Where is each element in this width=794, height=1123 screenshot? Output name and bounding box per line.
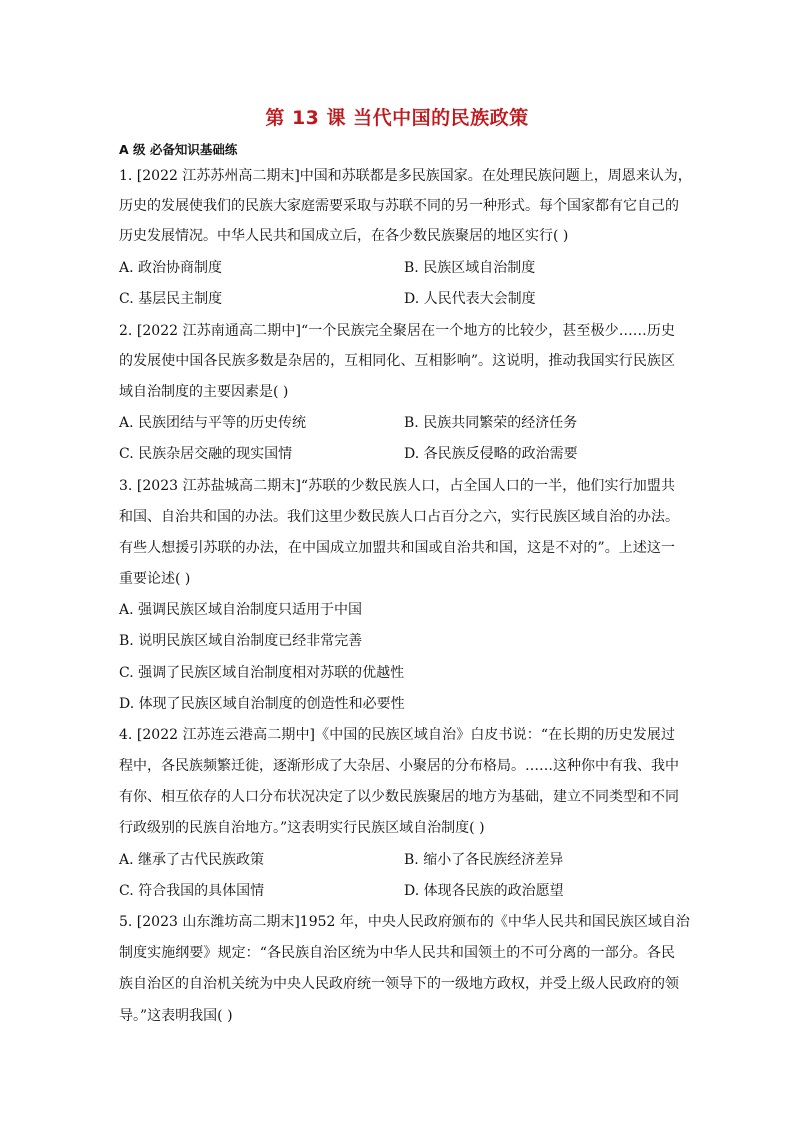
question-2-line-1: 2. [2022 江苏南通高二期中]“一个民族完全聚居在一个地方的比较少，甚至极少……历史 (119, 323, 675, 339)
section-heading: A 级 必备知识基础练 (119, 142, 238, 157)
question-3-line-4: 重要论述( ) (119, 571, 191, 587)
question-1-line-2: 历史的发展使我们的民族大家庭需要采取与苏联不同的另一种形式。每个国家都有它自己的 (119, 198, 679, 214)
question-1-option-b[interactable]: B. 民族区域自治制度 (404, 260, 536, 276)
question-4-line-1: 4. [2022 江苏连云港高二期中]《中国的民族区域自治》白皮书说：“在长期的历史发展过 (119, 727, 675, 743)
question-4-option-c[interactable]: C. 符合我国的具体国情 (119, 883, 265, 899)
question-3-option-d[interactable]: D. 体现了民族区域自治制度的创造性和必要性 (119, 696, 405, 712)
question-2-option-a[interactable]: A. 民族团结与平等的历史传统 (119, 415, 307, 431)
question-4-line-3: 有你、相互依存的人口分布状况决定了以少数民族聚居的地方为基础，建立不同类型和不同 (119, 789, 679, 805)
question-5-line-4: 导。”这表明我国( ) (119, 1008, 233, 1024)
question-3-line-1: 3. [2023 江苏盐城高二期末]“苏联的少数民族人口，占全国人口的一半，他们实行加盟共 (119, 478, 675, 494)
question-1-option-d[interactable]: D. 人民代表大会制度 (404, 291, 536, 307)
question-4-line-4: 行政级别的民族自治地方。”这表明实行民族区域自治制度( ) (119, 820, 485, 836)
question-2-option-d[interactable]: D. 各民族反侵略的政治需要 (404, 446, 578, 462)
question-5-line-3: 族自治区的自治机关统为中央人民政府统一领导下的一级地方政权，并受上级人民政府的领 (119, 976, 679, 992)
question-1-option-c[interactable]: C. 基层民主制度 (119, 291, 223, 307)
question-2-line-3: 域自治制度的主要因素是( ) (119, 384, 289, 400)
question-2-option-b[interactable]: B. 民族共同繁荣的经济任务 (404, 415, 578, 431)
question-5-line-1: 5. [2023 山东潍坊高二期末]1952 年，中央人民政府颁布的《中华人民共和国民族区域自治 (119, 914, 690, 930)
question-5-line-2: 制度实施纲要》规定：“各民族自治区统为中华人民共和国领土的不可分离的一部分。各民 (119, 945, 675, 961)
question-1-line-1: 1. [2022 江苏苏州高二期末]中国和苏联都是多民族国家。在处理民族问题上，周恩来认为， (119, 168, 692, 184)
page-title: 第 13 课 当代中国的民族政策 (265, 107, 529, 129)
question-4-line-2: 程中，各民族频繁迁徙，逐渐形成了大杂居、小聚居的分布格局。……这种你中有我、我中 (119, 758, 679, 774)
question-4-option-a[interactable]: A. 继承了古代民族政策 (119, 852, 265, 868)
question-1-option-a[interactable]: A. 政治协商制度 (119, 260, 223, 276)
question-3-option-c[interactable]: C. 强调了民族区域自治制度相对苏联的优越性 (119, 665, 405, 681)
question-2-line-2: 的发展使中国各民族多数是杂居的，互相同化、互相影响”。这说明，推动我国实行民族区 (119, 353, 675, 369)
question-2-option-c[interactable]: C. 民族杂居交融的现实国情 (119, 446, 293, 462)
question-3-line-2: 和国、自治共和国的办法。我们这里少数民族人口占百分之六，实行民族区域自治的办法。 (119, 509, 679, 525)
question-1-line-3: 历史发展情况。中华人民共和国成立后，在各少数民族聚居的地区实行( ) (119, 228, 569, 244)
question-4-option-b[interactable]: B. 缩小了各民族经济差异 (404, 852, 564, 868)
question-3-line-3: 有些人想援引苏联的办法，在中国成立加盟共和国或自治共和国，这是不对的”。上述这一 (119, 540, 675, 556)
question-3-option-b[interactable]: B. 说明民族区域自治制度已经非常完善 (119, 633, 363, 649)
question-3-option-a[interactable]: A. 强调民族区域自治制度只适用于中国 (119, 602, 363, 618)
question-4-option-d[interactable]: D. 体现各民族的政治愿望 (404, 883, 564, 899)
